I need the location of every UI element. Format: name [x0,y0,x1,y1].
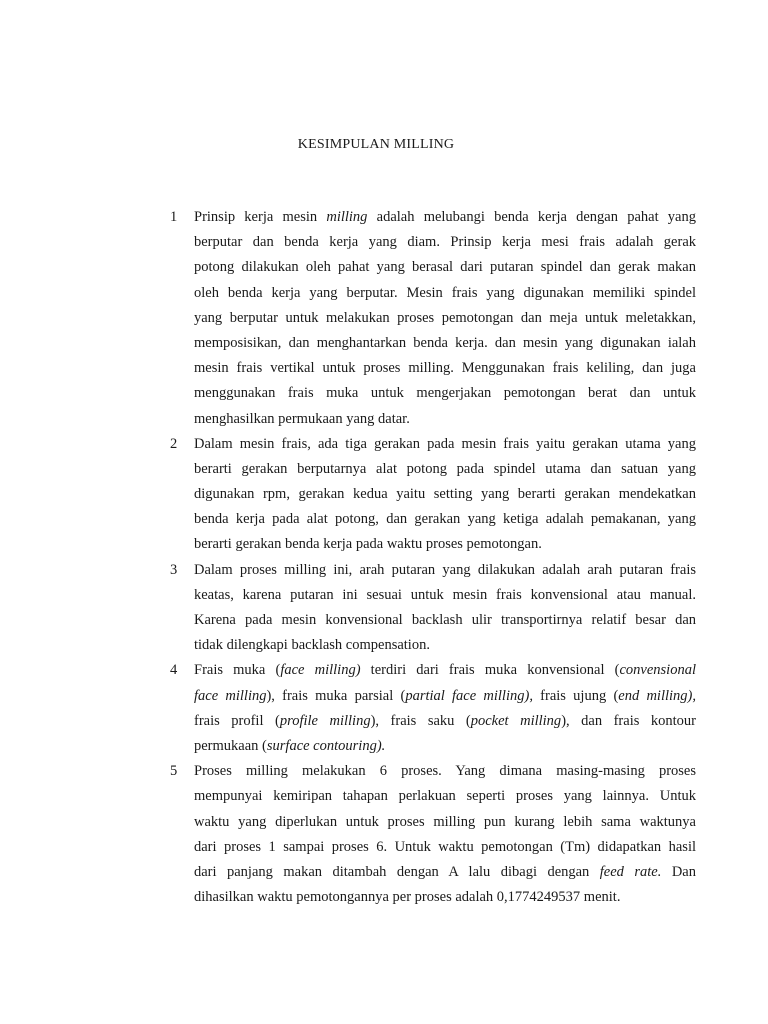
text-run: yang berputar untuk melakukan proses pemotongan dan meja untuk meletakkan, [194,309,696,326]
list-item [170,558,696,659]
text-run: mempunyai kemiripan tahapan perlakuan seperti proses yang lainnya. Untuk [194,788,696,805]
paragraph-line [194,331,696,356]
italic-term: milling [326,209,368,225]
italic-term: feed rate. [599,863,662,880]
text-run: ), dan frais kontour [561,712,696,729]
text-run: ), frais saku ( [370,712,471,729]
list-item [170,432,696,558]
text-run: Frais muka ( [194,662,281,679]
text-run: tidak dilengkapi backlash compensation. [194,637,430,654]
paragraph-line [194,583,696,608]
conclusion-list [170,205,696,910]
text-run: keatas, karena putaran ini sesuai untuk mesin frais konvensional atau manual. [194,586,696,603]
text-run: mesin frais vertikal untuk proses milling. Menggunakan frais keliling, dan juga [194,360,696,377]
text-run: Dan [661,863,696,880]
italic-term: pocket milling [470,712,562,729]
paragraph-line [194,709,696,734]
text-run: ), frais muka parsial ( [266,687,406,704]
paragraph-line [194,356,696,381]
text-run: menggunakan frais muka untuk mengerjakan pemotongan berat dan untuk [194,385,696,402]
text-run: Karena pada mesin konvensional backlash ulir transportirnya relatif besar dan [194,612,696,628]
text-run: permukaan ( [194,737,267,754]
italic-term: face milling) [280,662,361,679]
paragraph-line [194,558,696,583]
paragraph-line [194,633,696,658]
text-run: berarti gerakan benda kerja pada waktu proses pemotongan. [194,536,542,553]
paragraph-line [194,230,696,255]
paragraph-line [194,860,696,885]
italic-term: profile milling [279,712,371,729]
text-run: benda kerja pada alat potong, dan gerakan yang ketiga adalah pemakanan, yang [194,511,696,528]
paragraph-line [194,482,696,507]
text-run: dihasilkan waktu pemotongannya per proses adalah 0,1774249537 menit. [194,889,621,906]
paragraph-line [194,810,696,835]
italic-term: convensional [619,662,696,679]
italic-term: partial face milling), [405,687,533,704]
paragraph-line [194,532,696,557]
text-run: Dalam mesin frais, ada tiga gerakan pada mesin frais yaitu gerakan utama yang [194,435,696,452]
text-run: potong dilakukan oleh pahat yang berasal dari putaran spindel dan gerak makan [194,259,696,276]
paragraph-line [194,306,696,331]
paragraph-line [194,381,696,406]
text-run: dari panjang makan ditambah dengan A lalu dibagi dengan [194,863,600,880]
list-item-number: 4 [170,662,178,679]
list-item-number: 3 [170,561,178,578]
paragraph-line [194,281,696,306]
paragraph-line [194,205,696,230]
list-item [170,658,696,759]
paragraph-line [194,885,696,910]
text-run: Dalam proses milling ini, arah putaran yang dilakukan adalah arah putaran frais [194,561,696,578]
text-run: oleh benda kerja yang berputar. Mesin frais yang digunakan memiliki spindel [194,284,696,301]
paragraph-line [194,255,696,280]
paragraph-line [194,734,696,759]
paragraph-line [194,457,696,482]
list-item-number: 2 [170,435,178,452]
list-item [170,759,696,910]
list-item-number: 1 [170,209,178,225]
text-run: terdiri dari frais muka konvensional ( [360,662,620,679]
text-run: Prinsip kerja mesin [194,209,327,225]
paragraph-line [194,784,696,809]
italic-term: surface contouring). [266,737,386,754]
text-run: frais ujung ( [532,687,619,704]
italic-term: end milling), [618,687,696,704]
list-item-number: 5 [170,763,178,780]
paragraph-line [194,507,696,532]
text-run: berarti gerakan berputarnya alat potong pada spindel utama dan satuan yang [194,460,696,477]
paragraph-line [194,658,696,683]
text-run: menghasilkan permukaan yang datar. [194,410,410,427]
text-run: frais profil ( [194,712,280,729]
text-run: digunakan rpm, gerakan kedua yaitu setting yang berarti gerakan mendekatkan [194,486,696,503]
text-run: Proses milling melakukan 6 proses. Yang dimana masing-masing proses [194,763,696,780]
italic-term: face milling [194,687,267,704]
paragraph-line [194,759,696,784]
page-title: KESIMPULAN MILLING [297,137,455,152]
paragraph-line [194,608,696,633]
text-run: memposisikan, dan menghantarkan benda kerja. dan mesin yang digunakan ialah [194,334,696,351]
paragraph-line [194,407,696,432]
paragraph-line [194,432,696,457]
text-run: adalah melubangi benda kerja dengan pahat yang [367,209,696,225]
text-run: waktu yang diperlukan untuk proses milling pun kurang lebih sama waktunya [194,813,696,830]
text-run: berputar dan benda kerja yang diam. Prinsip kerja mesi frais adalah gerak [194,234,696,251]
paragraph-line [194,835,696,860]
list-item [170,205,696,432]
paragraph-line [194,684,696,709]
text-run: dari proses 1 sampai proses 6. Untuk waktu pemotongan (Tm) didapatkan hasil [194,838,696,855]
